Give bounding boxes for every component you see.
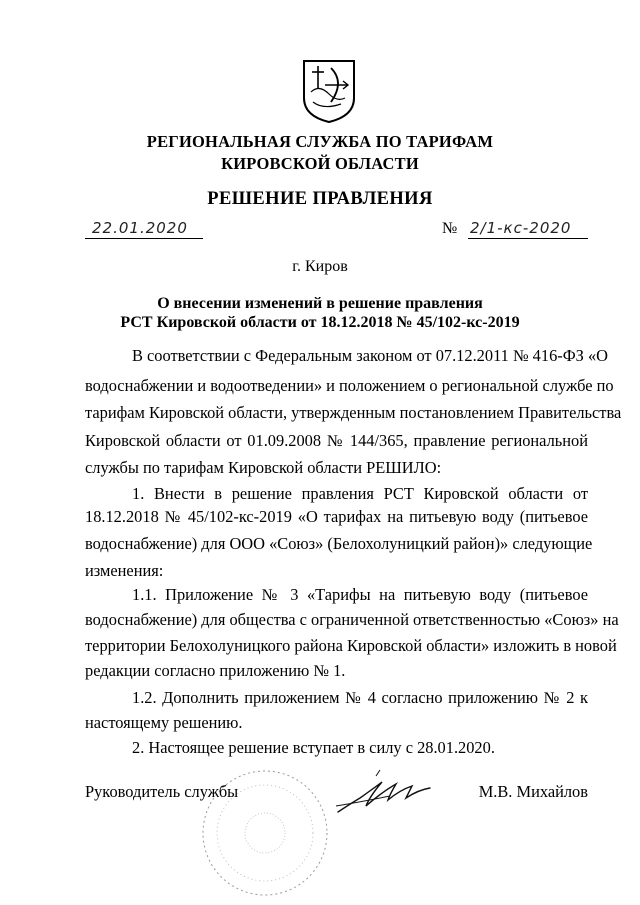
body-line: изменения:: [85, 561, 164, 580]
coat-of-arms-emblem: [301, 58, 357, 124]
signatory-name: М.В. Михайлов: [478, 782, 588, 801]
organization-name-line2: КИРОВСКОЙ ОБЛАСТИ: [221, 154, 419, 173]
date-underline: [85, 238, 203, 239]
body-line: 1.1. Приложение № 3 «Тарифы на питьевую воду (питьевое: [132, 585, 588, 604]
city: г. Киров: [292, 258, 348, 275]
body-line: Кировской области от 01.09.2008 № 144/365, правление региональной: [85, 431, 588, 450]
number-sign: №: [442, 220, 458, 237]
body-line: 18.12.2018 № 45/102-кс-2019 «О тарифах на питьевую воду (питьевое: [85, 507, 588, 526]
body-line: редакции согласно приложению № 1.: [85, 661, 346, 680]
handwritten-signature: [330, 768, 440, 818]
body-line: водоснабжении и водоотведении» и положением о региональной службе по: [85, 376, 614, 395]
document-type-title: РЕШЕНИЕ ПРАВЛЕНИЯ: [207, 189, 433, 209]
body-line: территории Белохолуницкого района Кировской области» изложить в новой: [85, 636, 617, 655]
body-line: В соответствии с Федеральным законом от 07.12.2011 № 416-ФЗ «О: [132, 346, 609, 365]
organization-name-line1: РЕГИОНАЛЬНАЯ СЛУЖБА ПО ТАРИФАМ: [146, 132, 494, 151]
signatory-position: Руководитель службы: [85, 782, 239, 801]
body-line: настоящему решению.: [85, 713, 243, 732]
body-line: 2. Настоящее решение вступает в силу с 28.01.2020.: [132, 738, 495, 757]
subject-line2: РСТ Кировской области от 18.12.2018 № 45/102-кс-2019: [120, 314, 520, 331]
handwritten-number: 2/1-кс-2020: [470, 219, 572, 237]
body-line: 1.2. Дополнить приложением № 4 согласно приложению № 2 к: [132, 688, 588, 707]
handwritten-date: 22.01.2020: [92, 219, 188, 237]
subject-line1: О внесении изменений в решение правления: [157, 295, 483, 312]
body-line: тарифам Кировской области, утвержденным постановлением Правительства: [85, 403, 622, 422]
body-line: 1. Внести в решение правления РСТ Кировской области от: [132, 484, 588, 503]
official-stamp: [185, 758, 345, 898]
body-line: водоснабжение) для общества с ограниченной ответственностью «Союз» на: [85, 610, 619, 629]
body-line: службы по тарифам Кировской области РЕШИЛО:: [85, 458, 442, 477]
number-underline: [468, 238, 588, 239]
body-line: водоснабжение) для ООО «Союз» (Белохолуницкий район)» следующие: [85, 534, 593, 553]
